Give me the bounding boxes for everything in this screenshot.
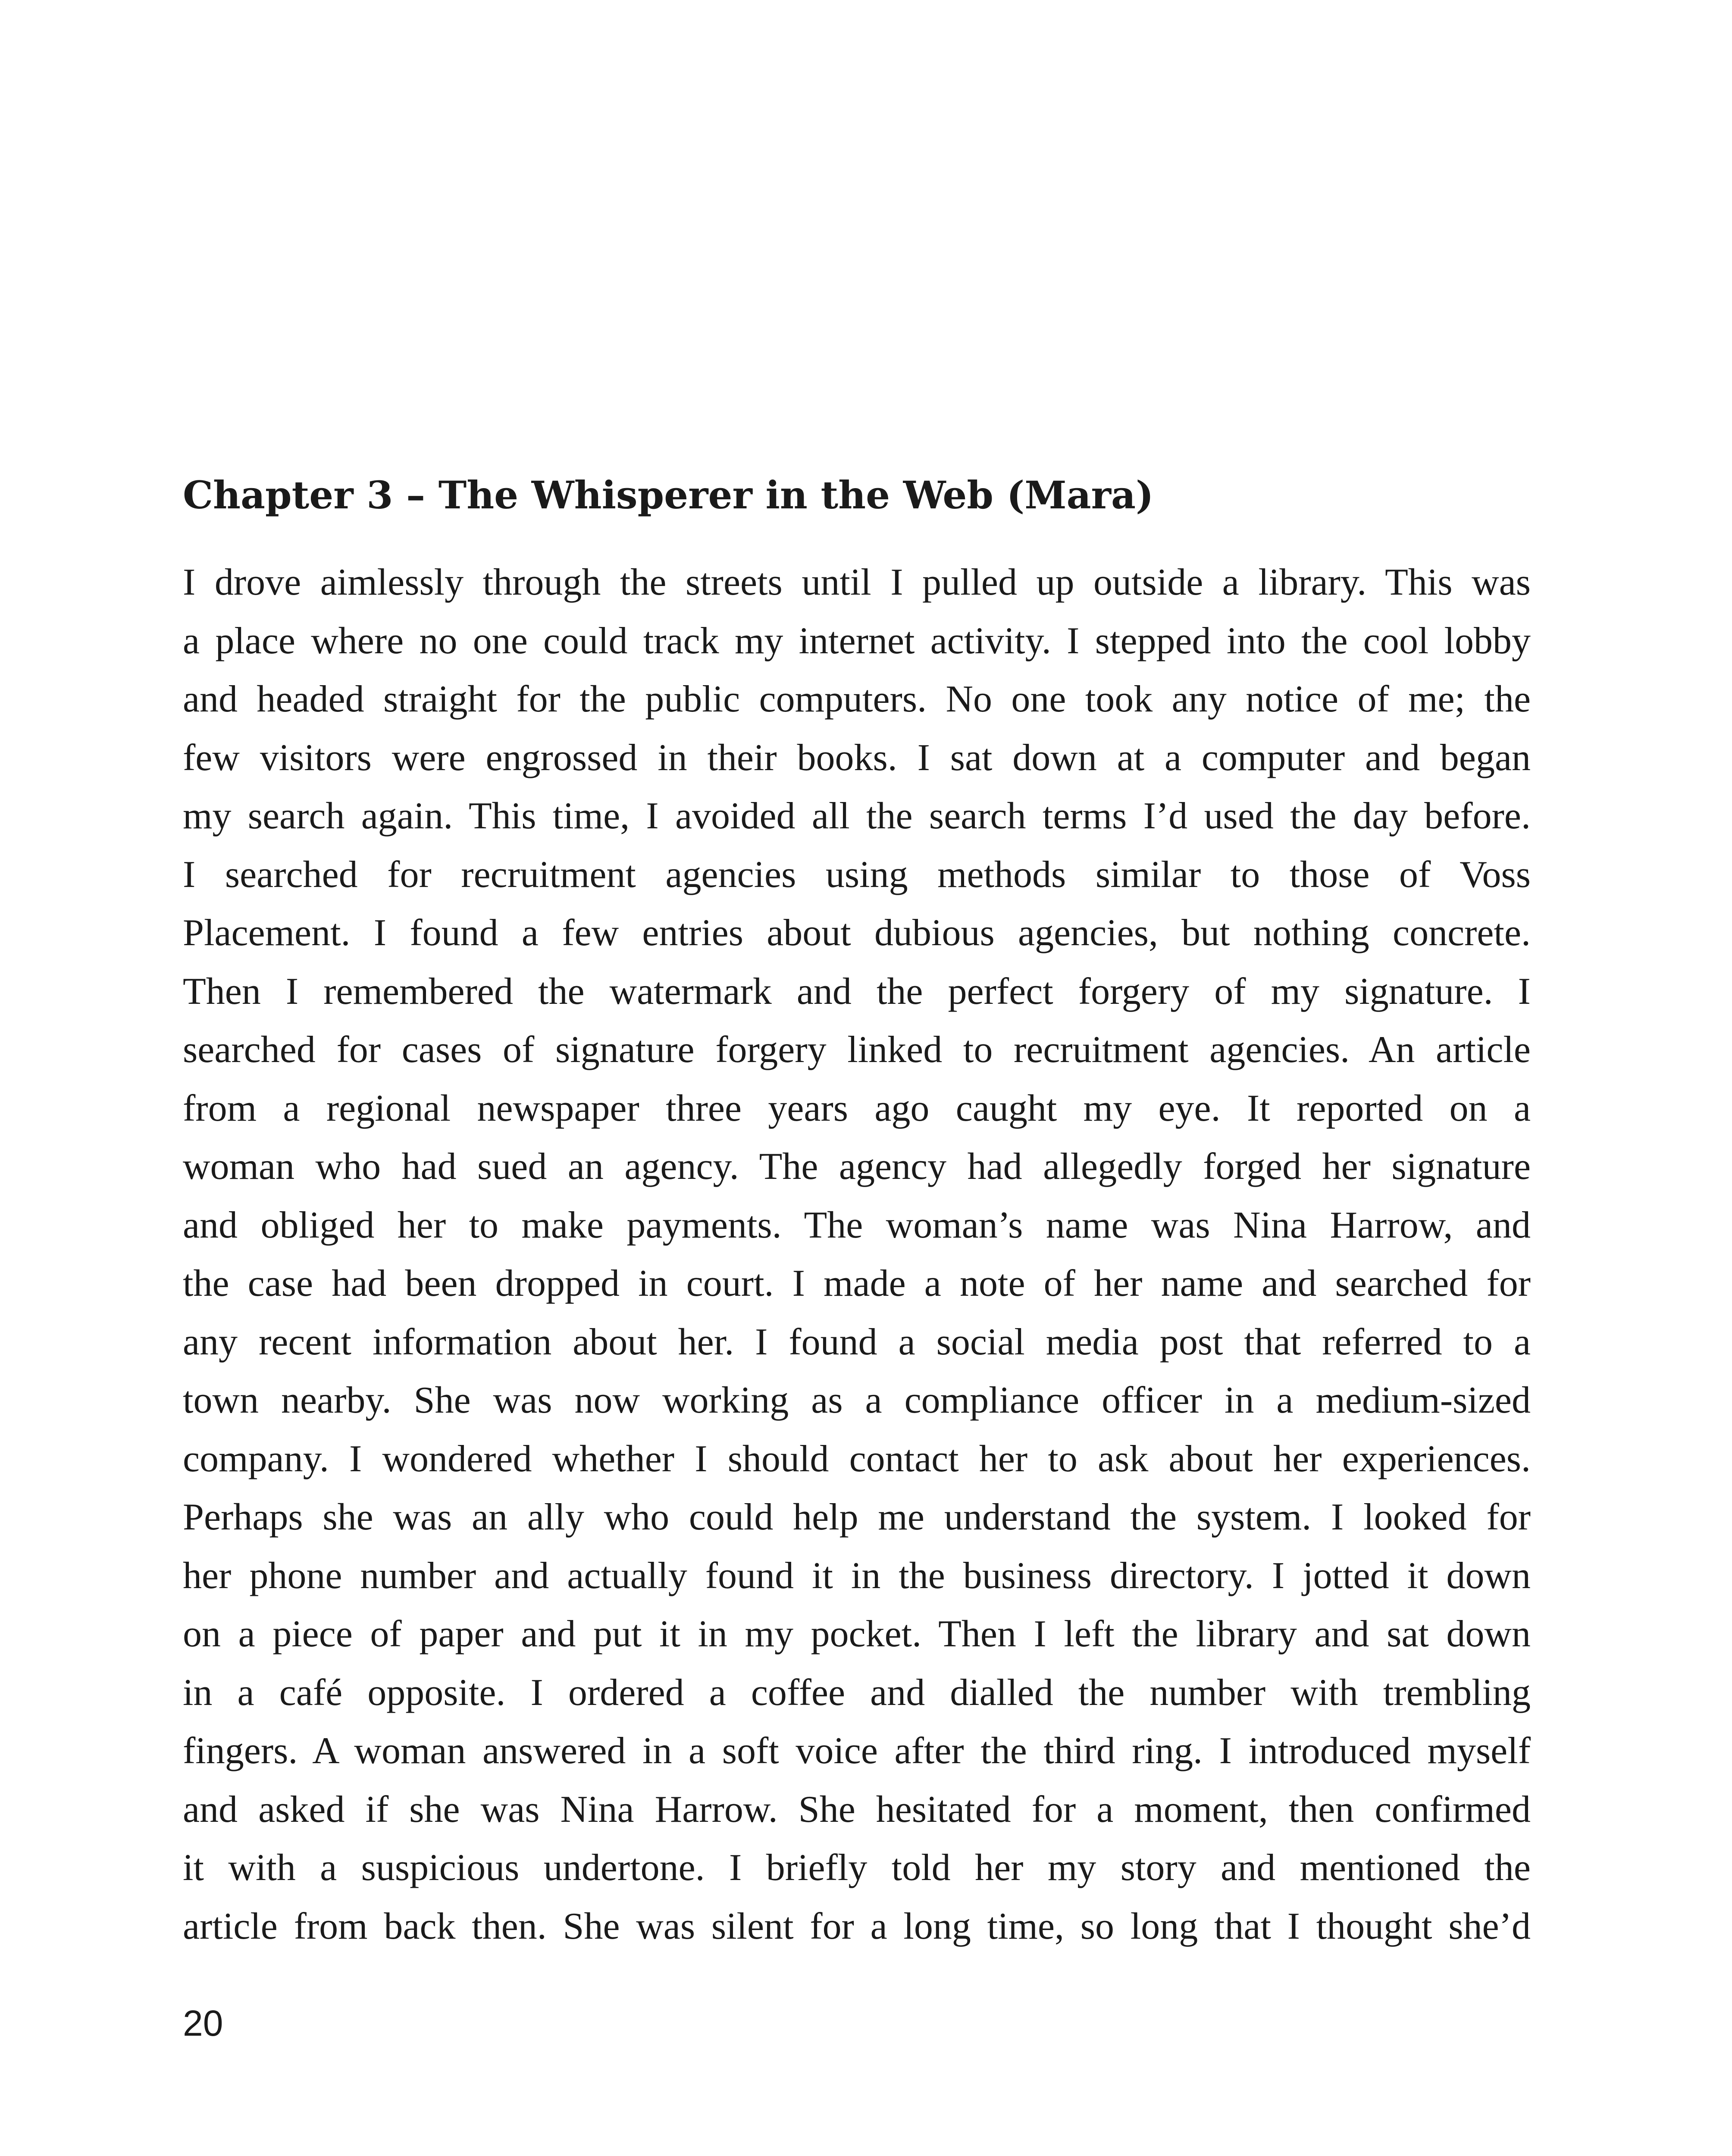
body-line: I drove aimlessly through the streets until I pulled up outside a library. This was (183, 561, 1531, 603)
body-line: Then I remembered the watermark and the perfect forgery of my signature. I (183, 970, 1531, 1012)
page-number: 20 (183, 2003, 223, 2043)
body-line: a place where no one could track my internet activity. I stepped into the cool lobby (183, 620, 1531, 662)
body-line: few visitors were engrossed in their books. I sat down at a computer and began (183, 736, 1531, 779)
body-line: and obliged her to make payments. The woman’s name was Nina Harrow, and (183, 1204, 1531, 1246)
body-line: and headed straight for the public computers. No one took any notice of me; the (183, 678, 1531, 720)
body-line: Placement. I found a few entries about dubious agencies, but nothing concrete. (183, 912, 1531, 954)
body-line: woman who had sued an agency. The agency had allegedly forged her signature (183, 1146, 1531, 1188)
body-line: searched for cases of signature forgery linked to recruitment agencies. An article (183, 1029, 1531, 1071)
body-line: I searched for recruitment agencies using methods similar to those of Voss (183, 853, 1531, 896)
body-line: from a regional newspaper three years ago caught my eye. It reported on a (183, 1087, 1531, 1129)
body-line: company. I wondered whether I should contact her to ask about her experiences. (183, 1438, 1531, 1480)
body-line: article from back then. She was silent for a long time, so long that I thought she’d (183, 1905, 1531, 1947)
body-line: Perhaps she was an ally who could help me understand the system. I looked for (183, 1496, 1531, 1538)
body-line: and asked if she was Nina Harrow. She hesitated for a moment, then confirmed (183, 1788, 1531, 1830)
body-line: fingers. A woman answered in a soft voice after the third ring. I introduced myself (183, 1730, 1531, 1772)
body-line: the case had been dropped in court. I made a note of her name and searched for (183, 1263, 1531, 1304)
chapter-body (183, 553, 1531, 1955)
body-line: it with a suspicious undertone. I briefly told her my story and mentioned the (183, 1847, 1531, 1889)
body-line: on a piece of paper and put it in my pocket. Then I left the library and sat down (183, 1613, 1531, 1655)
body-line: town nearby. She was now working as a compliance officer in a medium-sized (183, 1379, 1531, 1421)
body-line: in a café opposite. I ordered a coffee and dialled the number with trembling (183, 1671, 1531, 1714)
body-line: any recent information about her. I found a social media post that referred to a (183, 1321, 1531, 1363)
chapter-title: Chapter 3 – The Whisperer in the Web (Mara) (183, 473, 1154, 517)
body-line: my search again. This time, I avoided all the search terms I’d used the day before. (183, 795, 1531, 837)
body-line: her phone number and actually found it in the business directory. I jotted it down (183, 1554, 1531, 1597)
